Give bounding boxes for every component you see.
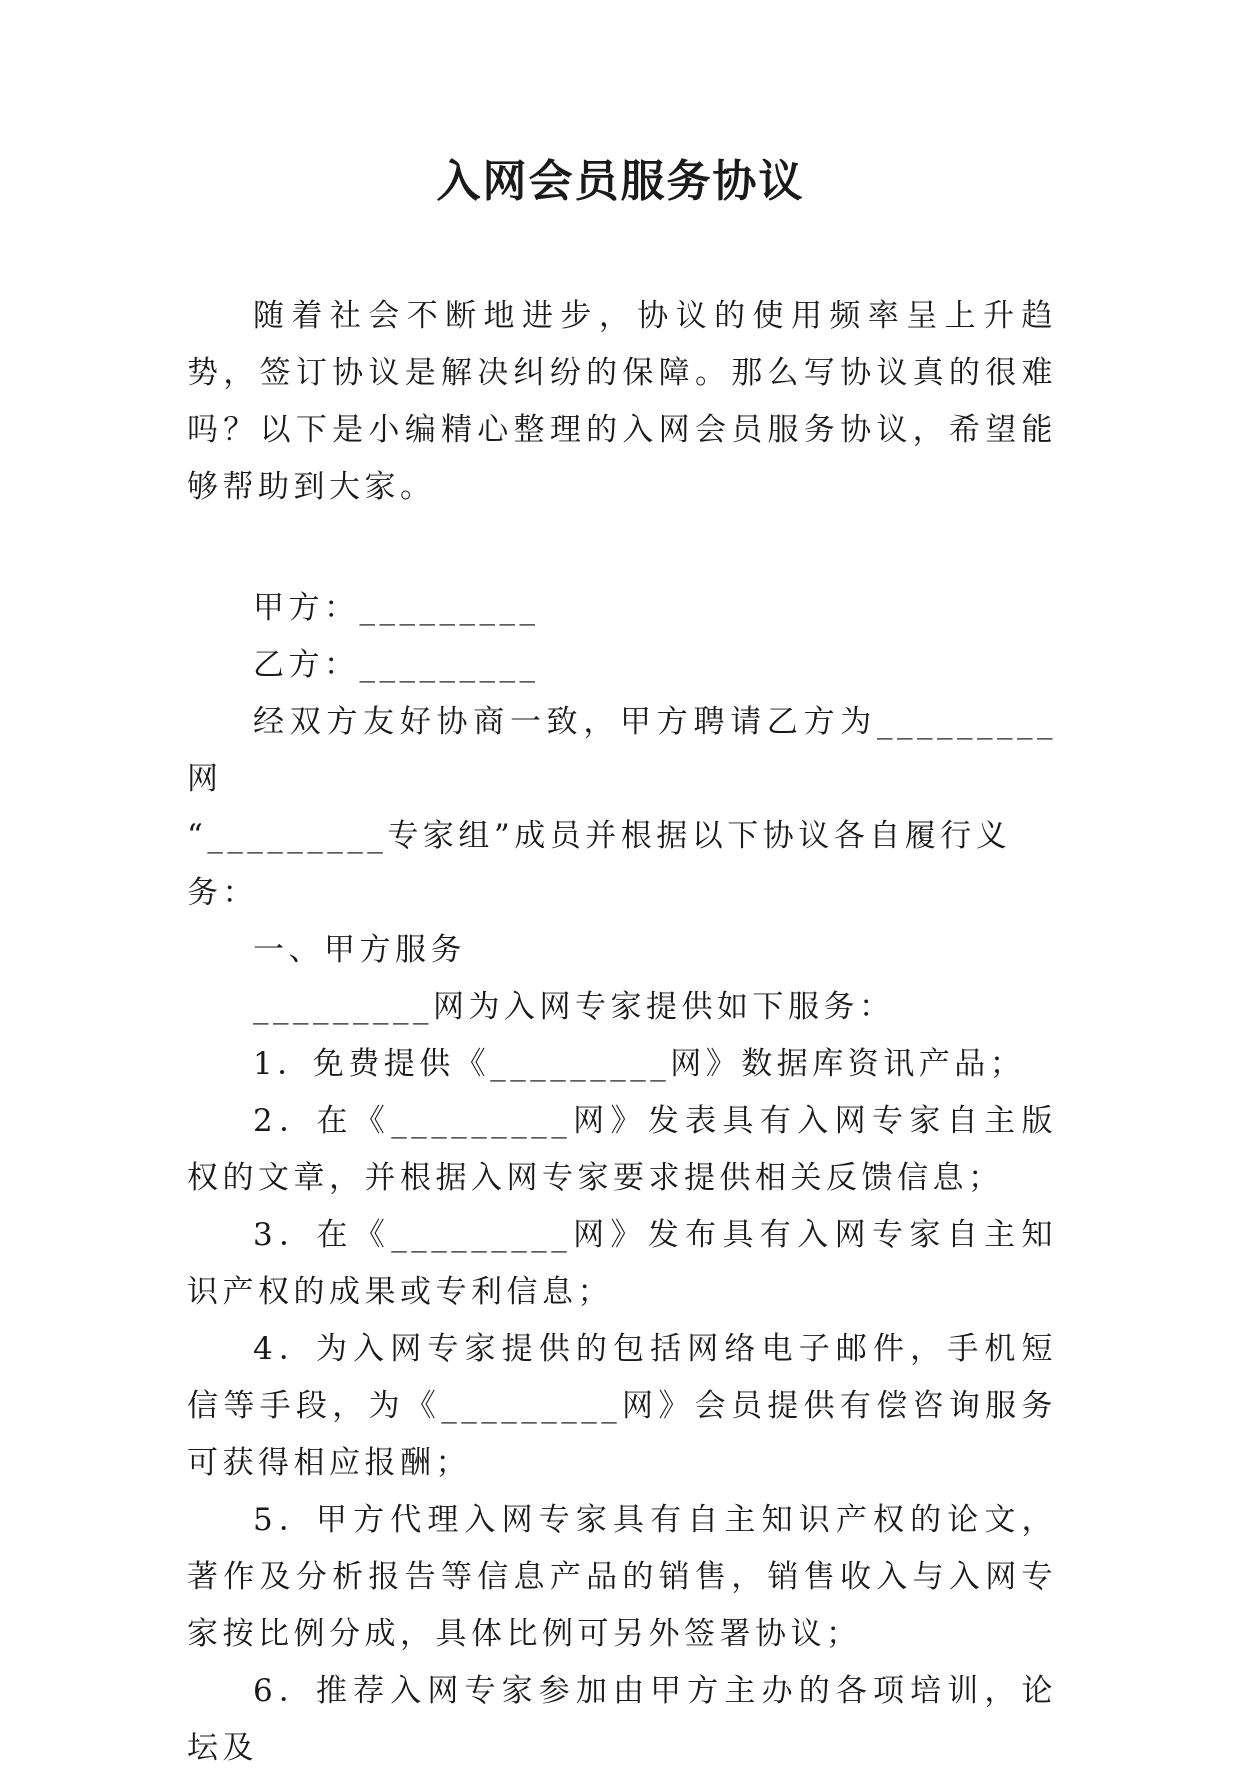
- page-title: 入网会员服务协议: [436, 156, 805, 207]
- document-body: [187, 288, 1057, 1777]
- intro-paragraph: 随着社会不断地进步，协议的使用频率呈上升趋势，签订协议是解决纠纷的保障。那么写协议真的很难吗？以下是小编精心整理的入网会员服务协议，希望能够帮助到大家。: [187, 298, 1057, 505]
- party-a-line: 甲方：_________: [253, 590, 540, 626]
- list-item: 2．在《_________网》发表具有入网专家自主版权的文章，并根据入网专家要求提供相关反馈信息；: [187, 1103, 1057, 1196]
- list-item: 4．为入网专家提供的包括网络电子邮件，手机短信等手段，为《_________网》会员提供有偿咨询服务可获得相应报酬；: [187, 1331, 1057, 1481]
- list-item: 5．甲方代理入网专家具有自主知识产权的论文，著作及分析报告等信息产品的销售，销售收入与入网专家按比例分成，具体比例可另外签署协议；: [187, 1502, 1057, 1652]
- agreement-line-1: 经双方友好协商一致，甲方聘请乙方为_________网: [187, 704, 1057, 797]
- party-b-line: 乙方：_________: [253, 647, 540, 683]
- agreement-line-2: “_________专家组”成员并根据以下协议各自履行义务：: [187, 818, 1012, 911]
- list-item: 3．在《_________网》发布具有入网专家自主知识产权的成果或专利信息；: [187, 1217, 1057, 1310]
- section-heading: 一、甲方服务: [253, 932, 466, 968]
- list-item: 1．免费提供《_________网》数据库资讯产品；: [253, 1046, 1026, 1082]
- section-lead: _________网为入网专家提供如下服务：: [253, 989, 895, 1025]
- list-item: 6．推荐入网专家参加由甲方主办的各项培训，论坛及: [187, 1673, 1057, 1766]
